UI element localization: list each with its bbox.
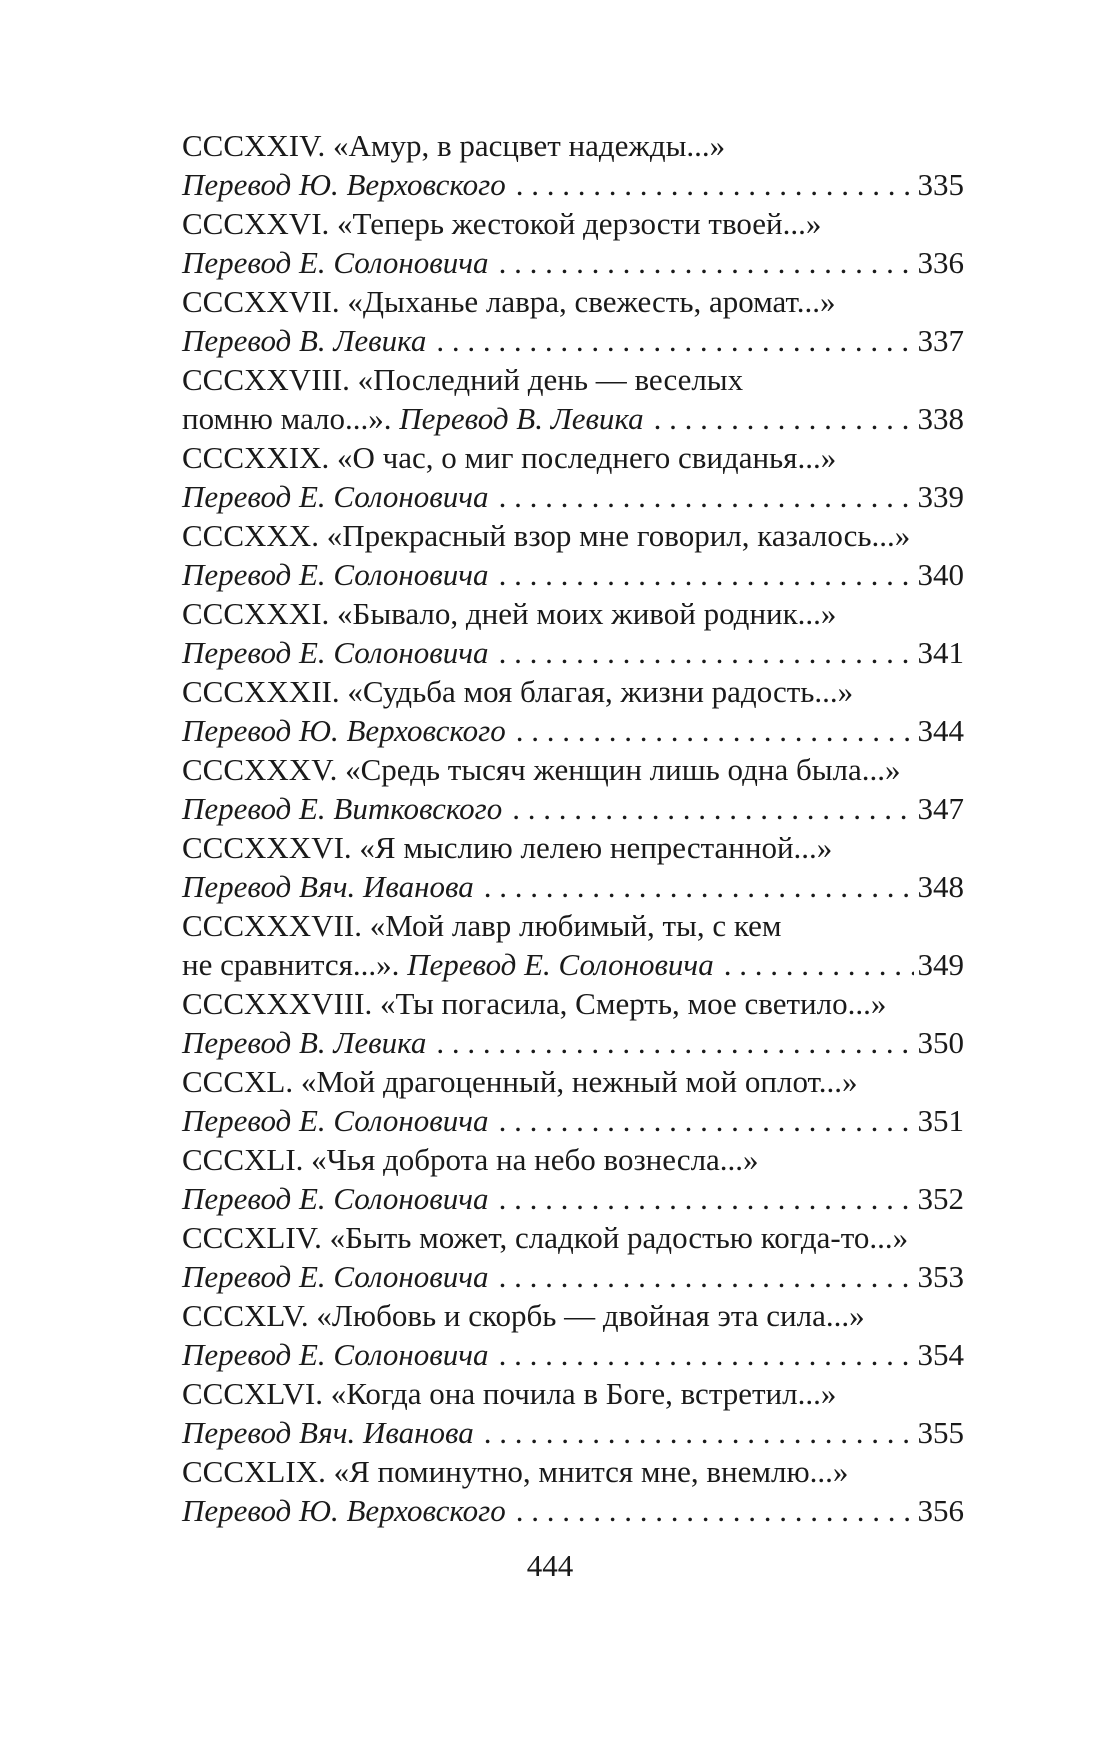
- toc-entry-page-number: 341: [917, 635, 964, 670]
- toc-entry-translator: Перевод Е. Солоновича: [182, 1259, 489, 1294]
- toc-entry: [182, 1296, 964, 1374]
- toc-entry-byline: [182, 1101, 964, 1140]
- toc-entry-translator: Перевод Е. Солоновича: [182, 479, 489, 514]
- toc-entry: [182, 516, 964, 594]
- toc-entry-page-number: 351: [917, 1103, 964, 1138]
- dot-leader: [654, 399, 914, 438]
- dot-leader: [436, 321, 913, 360]
- toc-entry-translator: Перевод Е. Солоновича: [182, 1181, 489, 1216]
- toc-entry-translator: Перевод Е. Солоновича: [182, 245, 489, 280]
- toc-entry: [182, 594, 964, 672]
- toc-entry-heading: CCCXL. «Мой драгоценный, нежный мой оплот...»: [182, 1064, 858, 1099]
- toc-entry-heading: CCCXXVIII. «Последний день — веселых: [182, 362, 744, 397]
- toc-entry-page-number: 338: [917, 401, 964, 436]
- toc-entry-page-number: 347: [917, 791, 964, 826]
- toc-entry-heading: CCCXXX. «Прекрасный взор мне говорил, казалось...»: [182, 518, 911, 553]
- dot-leader: [484, 1413, 914, 1452]
- toc-entry: [182, 750, 964, 828]
- toc-entry-byline: [182, 711, 964, 750]
- toc-entry: [182, 1062, 964, 1140]
- toc-entry: [182, 1452, 964, 1530]
- dot-leader: [512, 789, 913, 828]
- toc-entry-translator: Перевод Е. Солоновича: [407, 947, 714, 982]
- toc-entry-byline: [182, 477, 964, 516]
- toc-entry: [182, 282, 964, 360]
- toc-entry: [182, 984, 964, 1062]
- toc-entry-heading: CCCXXXII. «Судьба моя благая, жизни радость...»: [182, 674, 854, 709]
- toc-entry-page-number: 344: [917, 713, 964, 748]
- toc-entry-heading: CCCXLI. «Чья доброта на небо вознесла...»: [182, 1142, 759, 1177]
- dot-leader: [499, 633, 914, 672]
- toc-entry-heading: CCCXXXVI. «Я мыслию лелею непрестанной...»: [182, 830, 833, 865]
- toc-entry-heading: CCCXLV. «Любовь и скорбь — двойная эта сила...»: [182, 1298, 865, 1333]
- table-of-contents: [182, 126, 964, 1530]
- toc-entry-page-number: 340: [917, 557, 964, 592]
- toc-entry-page-number: 337: [917, 323, 964, 358]
- toc-entry-translator: Перевод В. Левика: [182, 323, 427, 358]
- toc-entry-page-number: 355: [917, 1415, 964, 1450]
- toc-entry-page-number: 354: [917, 1337, 964, 1372]
- toc-entry-byline: [182, 867, 964, 906]
- toc-entry-translator: Перевод Е. Солоновича: [182, 1103, 489, 1138]
- toc-entry-page-number: 353: [917, 1259, 964, 1294]
- dot-leader: [499, 1179, 914, 1218]
- toc-entry-byline: [182, 789, 964, 828]
- toc-entry: [182, 672, 964, 750]
- toc-entry: [182, 1140, 964, 1218]
- toc-entry: [182, 360, 964, 438]
- toc-entry: [182, 126, 964, 204]
- toc-entry-byline: [182, 243, 964, 282]
- toc-entry-heading: CCCXXVI. «Теперь жестокой дерзости твоей...»: [182, 206, 822, 241]
- dot-leader: [499, 243, 914, 282]
- toc-entry: [182, 1374, 964, 1452]
- dot-leader: [499, 477, 914, 516]
- toc-entry-byline: [182, 1335, 964, 1374]
- dot-leader: [484, 867, 914, 906]
- dot-leader: [499, 1101, 914, 1140]
- dot-leader: [724, 945, 914, 984]
- toc-entry-translator: Перевод Е. Солоновича: [182, 1337, 489, 1372]
- dot-leader: [499, 1257, 914, 1296]
- toc-entry: [182, 1218, 964, 1296]
- toc-entry: [182, 828, 964, 906]
- toc-entry-translator: Перевод Е. Солоновича: [182, 635, 489, 670]
- toc-entry-heading: CCCXXXVIII. «Ты погасила, Смерть, мое светило...»: [182, 986, 887, 1021]
- toc-entry-translator: Перевод Ю. Верховского: [182, 713, 506, 748]
- toc-entry-translator: Перевод Вяч. Иванова: [182, 1415, 474, 1450]
- toc-entry-heading: CCCXXXI. «Бывало, дней моих живой родник...»: [182, 596, 837, 631]
- toc-entry-translator: Перевод Ю. Верховского: [182, 1493, 506, 1528]
- toc-entry-byline: [182, 1023, 964, 1062]
- toc-entry-byline: [182, 945, 964, 984]
- toc-entry-page-number: 350: [917, 1025, 964, 1060]
- dot-leader: [516, 711, 914, 750]
- toc-entry-byline: [182, 1491, 964, 1530]
- toc-entry-heading: CCCXLIV. «Быть может, сладкой радостью когда-то...»: [182, 1220, 909, 1255]
- dot-leader: [436, 1023, 913, 1062]
- toc-entry-page-number: 335: [917, 167, 964, 202]
- toc-entry-translator: Перевод Е. Витковского: [182, 791, 503, 826]
- toc-entry-page-number: 352: [917, 1181, 964, 1216]
- toc-entry-heading: CCCXXIX. «О час, о миг последнего свиданья...»: [182, 440, 837, 475]
- toc-entry-heading-continuation: помню мало...».: [182, 401, 400, 436]
- toc-entry: [182, 906, 964, 984]
- toc-entry-byline: [182, 555, 964, 594]
- dot-leader: [499, 1335, 914, 1374]
- toc-entry-page-number: 348: [917, 869, 964, 904]
- toc-entry: [182, 438, 964, 516]
- toc-entry-translator: Перевод Вяч. Иванова: [182, 869, 474, 904]
- toc-entry-translator: Перевод В. Левика: [182, 1025, 427, 1060]
- toc-entry-byline: [182, 1257, 964, 1296]
- toc-entry-translator: Перевод Е. Солоновича: [182, 557, 489, 592]
- toc-entry-byline: [182, 399, 964, 438]
- toc-entry-page-number: 339: [917, 479, 964, 514]
- toc-entry-page-number: 356: [917, 1493, 964, 1528]
- toc-entry-heading: CCCXXIV. «Амур, в расцвет надежды...»: [182, 128, 726, 163]
- dot-leader: [499, 555, 914, 594]
- toc-entry-byline: [182, 321, 964, 360]
- toc-entry-byline: [182, 165, 964, 204]
- toc-entry-heading: CCCXXXV. «Средь тысяч женщин лишь одна была...»: [182, 752, 901, 787]
- toc-entry-page-number: 336: [917, 245, 964, 280]
- toc-entry-heading: CCCXXXVII. «Мой лавр любимый, ты, с кем: [182, 908, 782, 943]
- toc-entry-page-number: 349: [917, 947, 964, 982]
- dot-leader: [516, 165, 914, 204]
- toc-entry-byline: [182, 633, 964, 672]
- toc-entry-heading: CCCXLVI. «Когда она почила в Боге, встретил...»: [182, 1376, 837, 1411]
- toc-entry-heading-continuation: не сравнится...».: [182, 947, 408, 982]
- toc-entry-translator: Перевод В. Левика: [399, 401, 644, 436]
- toc-entry: [182, 204, 964, 282]
- dot-leader: [516, 1491, 914, 1530]
- toc-entry-byline: [182, 1179, 964, 1218]
- page-number: 444: [526, 1548, 574, 1583]
- toc-entry-heading: CCCXXVII. «Дыханье лавра, свежесть, аромат...»: [182, 284, 836, 319]
- toc-entry-heading: CCCXLIX. «Я поминутно, мнится мне, внемлю...»: [182, 1454, 849, 1489]
- toc-entry-translator: Перевод Ю. Верховского: [182, 167, 506, 202]
- toc-entry-byline: [182, 1413, 964, 1452]
